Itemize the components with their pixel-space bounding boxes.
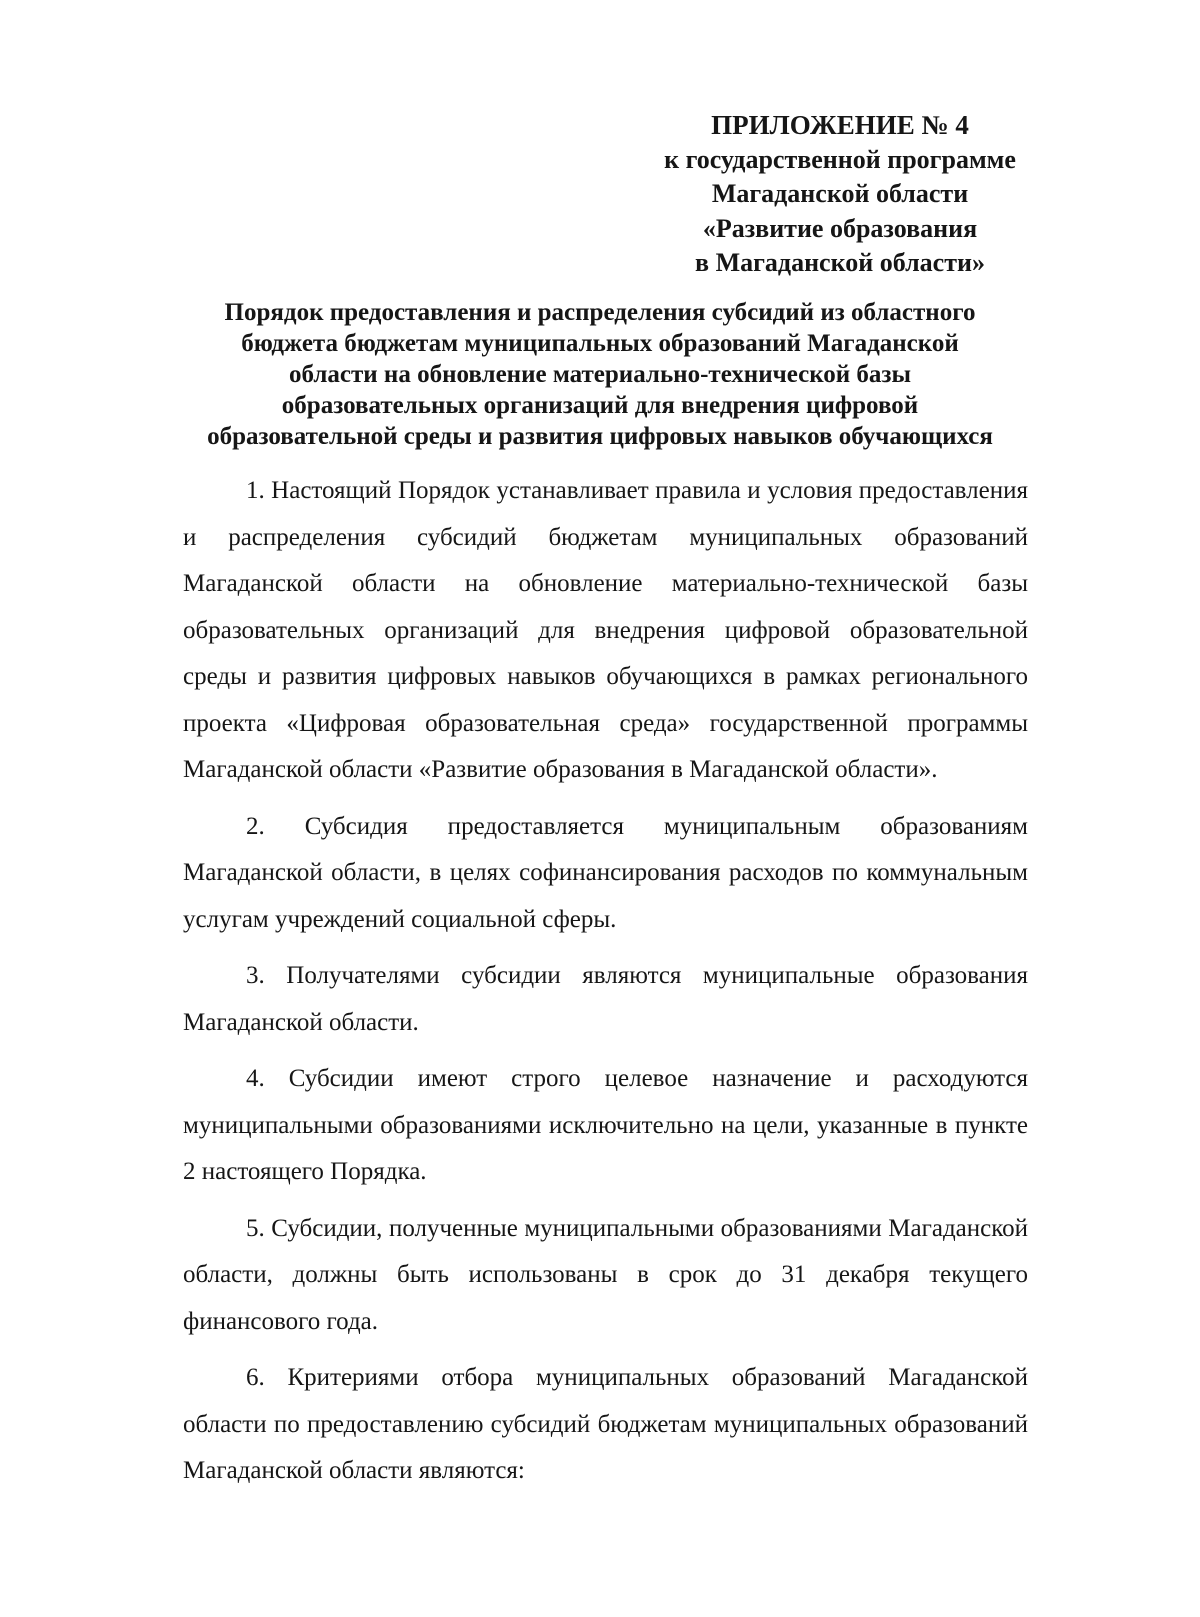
title-line: Порядок предоставления и распределения субсидий из областного — [224, 299, 976, 326]
paragraph-4: 4. Субсидии имеют строго целевое назначение и расходуются муниципальными образованиями исключительно на цели, указанные в пункте 2 настоящего Порядка. — [183, 1065, 1028, 1185]
appendix-header — [640, 108, 1040, 281]
document-title — [170, 297, 1030, 452]
title-line: образовательных организаций для внедрения цифровой — [281, 392, 919, 419]
title-line: образовательной среды и развития цифровых навыков обучающихся — [207, 423, 993, 450]
title-line: бюджета бюджетам муниципальных образований Магаданской — [241, 330, 959, 357]
paragraph-3: 3. Получателями субсидии являются муниципальные образования Магаданской области. — [183, 962, 1028, 1036]
appendix-line: «Развитие образования — [702, 213, 978, 243]
document-body — [183, 468, 1028, 1505]
paragraph-5: 5. Субсидии, полученные муниципальными образованиями Магаданской области, должны быть использованы в срок до 31 декабря текущего финансового года. — [183, 1214, 1028, 1335]
paragraph-1: 1. Настоящий Порядок устанавливает правила и условия предоставления и распределения субсидий бюджетам муниципальных образований Магаданской области на обновление материально-технической базы образовательных организаций для внедрения цифровой образовательной среды и развития цифровых навыков обучающихся в рамках регионального проекта «Цифровая образовательная среда» государственной программы Магаданской области «Развитие образования в Магаданской области». — [183, 477, 1028, 783]
appendix-line: в Магаданской области» — [695, 248, 985, 277]
paragraph-2: 2. Субсидия предоставляется муниципальным образованиям Магаданской области, в целях софинансирования расходов по коммунальным услугам учреждений социальной сферы. — [183, 812, 1028, 933]
appendix-line: к государственной программе — [664, 144, 1016, 174]
appendix-number: ПРИЛОЖЕНИЕ № 4 — [711, 110, 969, 140]
paragraph-6: 6. Критериями отбора муниципальных образований Магаданской области по предоставлению субсидий бюджетам муниципальных образований Магаданской области являются: — [183, 1364, 1028, 1484]
appendix-line: Магаданской области — [711, 179, 969, 208]
title-line: области на обновление материально-технической базы — [289, 361, 911, 388]
